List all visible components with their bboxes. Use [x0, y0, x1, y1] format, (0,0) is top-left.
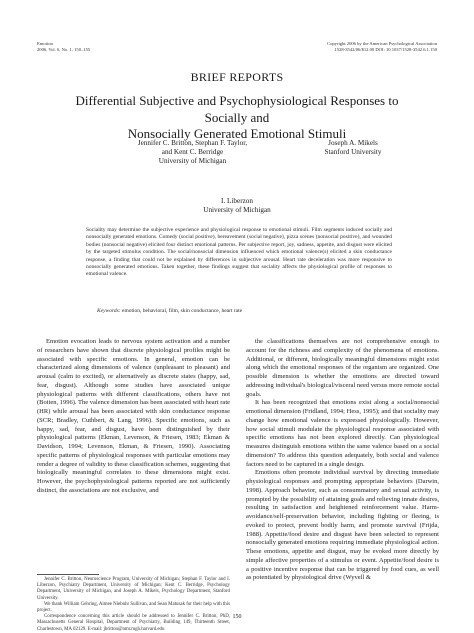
footnote-affiliations: Jennifer C. Britton, Neuroscience Program, University of Michigan; Stephan F. Taylor and I. Liberzon, Psychiatry Department, University of Michigan; Kent C. Berridge, Psychology Department, University of Michigan, and Joseph A. Mikels, Psychology Department, Stanford University. — [37, 577, 230, 601]
author-affiliation-3: University of Michigan — [203, 206, 271, 214]
journal-name: Emotion — [37, 41, 53, 46]
body-paragraph: Emotion evocation leads to nervous system activation and a number of researchers have shown that discrete physiological profiles might be associated with specific emotions. In general, emotion can be characterized along dimensions of valence (unpleasant to pleasant) and arousal (calm to excited), or alternatively as discrete states (happy, sad, fear, disgust). Although some studies have associated unique physiological patterns with different classifications, others have not (Boiten, 1996). The valence dimension has been associated with heart rate (HR) while arousal has been associated with skin conductance response (SCR; Bradley, Cuthbert, & Lang, 1996). Specific emotions, such as happy, sad, fear, and disgust, have been distinguished by their physiological patterns (Ekman, Levenson, & Friesen, 1983; Ekman & Davidson, 1994; Levenson, Ekman, & Friesen, 1990). Associating specific patterns of physiological responses with particular emotions may render a degree of validity to these classification schemes, suggesting that biologically meaningful correlates to these dimensions might exist. However, the psychophysiological patterns reported are not sufficiently distinct, the associations are not exclusive, and — [37, 338, 231, 494]
footnote-rule — [37, 574, 99, 575]
title-line-1: Differential Subjective and Psychophysiological Responses to Socially and — [75, 93, 399, 125]
title-line-2: Nonsocially Generated Emotional Stimuli — [127, 126, 347, 141]
author-group-3 — [160, 197, 314, 215]
paper-title — [60, 93, 414, 143]
author-group-2 — [298, 139, 408, 157]
keywords-text: emotion, behavioral, film, skin conductance, heart rate — [122, 308, 243, 314]
journal-citation: 2006, Vol. 6, No. 1, 150–155 — [37, 46, 91, 52]
page-number: 150 — [232, 614, 242, 620]
body-paragraph: It has been recognized that emotions exist along a social/nonsocial emotional dimension (Fridland, 1994; Hess, 1995); and that sociality may change how emotional valence is expressed physiologically. However, how social stimuli modulate the physiological response associated with specific emotions has not been explored directly. Can physiological measures distinguish emotions within the same valence based on a social dimension? To address this question adequately, both social and valence factors need to be captured in a single design. — [246, 399, 439, 468]
abstract: Sociality may determine the subjective experience and physiological response to emotional stimuli. Film segments induced socially and nonsocially generated emotions. Comedy (social positive), bereavement (social negative), pizza scenes (nonsocial positive), and wounded bodies (nonsocial negative) elicited four distinct emotional patterns. Per subjective report, joy, sadness, appetite, and disgust were elicited by the targeted stimulus condition. The social/nonsocial dimension influenced which emotional valence(s) elicited a skin conductance response, a finding that could not be explained by differences in subjective arousal. Heart rate deceleration was more responsive to nonsocially generated emotions. Taken together, these findings suggest that sociality affects the physiological profile of responses to emotional valence. — [86, 227, 392, 278]
copyright-header — [327, 41, 437, 52]
author-names-line-2: and Kent C. Berridge — [161, 148, 224, 156]
author-name-2: Joseph A. Mikels — [328, 139, 378, 147]
body-column-right — [246, 338, 439, 583]
footnote-acknowledgments: We thank William Gehring, Aimee Niebuhr Sullivan, and Sean Matusak for their help with this project. — [37, 601, 230, 614]
author-names-line-1: Jennifer C. Britton, Stephan F. Taylor, — [137, 139, 248, 147]
body-paragraph: the classifications themselves are not comprehensive enough to account for the richness and complexity of the phenomena of emotions. Additional, or different, biologically meaningful dimensions might exist along which the emotional responses of the organism are organized. One possible dimension is whether the emotions are directed toward addressing individual's biological/visceral need versus more remote social goals. — [246, 338, 439, 398]
copyright-line: Copyright 2006 by the American Psychological Association — [327, 41, 437, 46]
body-column-left — [37, 338, 230, 496]
journal-header — [37, 41, 90, 52]
footnote-correspondence: Correspondence concerning this article should be addressed to Jennifer C. Britton, PhD, Massachusetts General Hospital, Department of Psychiatry, Building 149, Thirteenth Street, Charlestown, MA 02129. E-mail: jbritton@nmr.mgh.harvard.edu — [37, 614, 230, 632]
author-affiliation-1: University of Michigan — [158, 157, 227, 165]
author-group-1 — [110, 139, 275, 166]
body-paragraph: Emotions often promote individual survival by directing immediate physiological responses and prompting appropriate behaviors (Darwin, 1998). Approach behavior, such as consummatory and sexual activity, is prompted by the possibility of attaining goals and relieving innate desires, resulting in satisfaction and heightened reinforcement value. Harm-avoidance/self-preservation behavior, including fighting or fleeing, is evoked to protect, prevent bodily harm, and promote survival (Frijda, 1988). Appetite/food desire and disgust have been selected to represent nonsocially generated emotions requiring immediate physiological action. These emotions, appetite and disgust, may be evoked more directly by simple affective properties of a stimulus or event. Appetite/food desire is a positive incentive response that can be triggered by food cues, as well as potentiated by physiological drive (Wyvell & — [246, 469, 439, 582]
issn-doi-line: 1528-3542/06/$12.00 DOI: 10.1037/1528-3542.6.1.150 — [334, 46, 437, 52]
author-affiliation-2: Stanford University — [324, 148, 382, 156]
keywords-line — [97, 308, 387, 315]
footnotes — [37, 577, 230, 633]
author-name-3: I. Liberzon — [221, 197, 253, 205]
keywords-label: Keywords: — [97, 308, 121, 314]
section-label: BRIEF REPORTS — [190, 70, 284, 84]
